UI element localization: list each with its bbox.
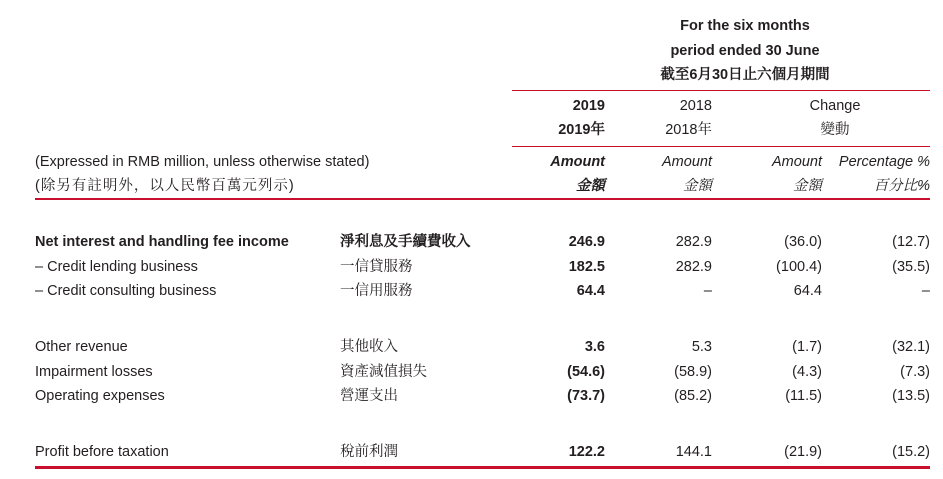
cell-2019: 122.2 xyxy=(568,444,605,460)
year-2019: 2019 xyxy=(572,98,605,114)
cell-2019: 182.5 xyxy=(568,259,605,275)
cell-change-percentage: (13.5) xyxy=(892,388,930,404)
cell-change-amount: (4.3) xyxy=(792,364,822,380)
row-label-zh: 營運支出 xyxy=(340,388,398,404)
cell-change-percentage: (32.1) xyxy=(892,339,930,355)
cell-2019: 246.9 xyxy=(568,234,605,250)
table-header-rule xyxy=(35,198,930,200)
row-label-en: Operating expenses xyxy=(35,388,165,404)
table-bottom-rule xyxy=(35,466,930,469)
cell-2019: (73.7) xyxy=(567,388,605,404)
row-label-en: – Credit consulting business xyxy=(35,283,217,299)
cell-2018: 282.9 xyxy=(675,234,712,250)
row-label-zh: 一信貸服務 xyxy=(340,259,413,275)
change-heading-zh: 變動 xyxy=(820,122,850,138)
row-label-zh: 資產減值損失 xyxy=(340,364,427,380)
row-label-en: Net interest and handling fee income xyxy=(35,234,289,250)
cell-2018: 5.3 xyxy=(691,339,712,355)
cell-change-amount: (11.5) xyxy=(785,388,822,404)
col-amount-2019: Amount xyxy=(550,154,605,170)
cell-change-percentage: (15.2) xyxy=(892,444,930,460)
col-change-amount: Amount xyxy=(772,154,822,170)
cell-2018: 282.9 xyxy=(675,259,712,275)
cell-change-amount: (1.7) xyxy=(792,339,822,355)
period-heading-line3-zh: 截至6月30日止六個月期間 xyxy=(660,67,830,83)
row-label-en: Other revenue xyxy=(35,339,128,355)
cell-2019: 3.6 xyxy=(584,339,605,355)
cell-change-amount: (100.4) xyxy=(776,259,822,275)
cell-change-amount: (21.9) xyxy=(784,444,822,460)
units-note-zh: (除另有註明外，以人民幣百萬元列示) xyxy=(35,178,295,194)
year-2019-zh: 2019年 xyxy=(558,122,605,138)
row-label-en: Impairment losses xyxy=(35,364,153,380)
cell-change-amount: 64.4 xyxy=(793,283,822,299)
col-amount-2018-zh: 金額 xyxy=(683,178,712,194)
period-heading-line1: For the six months xyxy=(680,18,810,34)
cell-2018: (58.9) xyxy=(674,364,712,380)
cell-change-percentage: (12.7) xyxy=(892,234,930,250)
row-label-zh: 其他收入 xyxy=(340,339,398,355)
cell-2018: 144.1 xyxy=(675,444,712,460)
period-heading-line2: period ended 30 June xyxy=(670,43,820,59)
units-note: (Expressed in RMB million, unless otherwise stated) xyxy=(35,154,370,170)
cell-2019: (54.6) xyxy=(567,364,605,380)
cell-change-percentage: (7.3) xyxy=(900,364,930,380)
col-change-percentage: Percentage % xyxy=(838,154,930,170)
cell-2018: – xyxy=(703,283,712,299)
row-label-zh: 稅前利潤 xyxy=(340,444,398,460)
row-label-en: Profit before taxation xyxy=(35,444,169,460)
cell-change-amount: (36.0) xyxy=(784,234,822,250)
col-change-percentage-zh: 百分比% xyxy=(873,178,930,194)
cell-2018: (85.2) xyxy=(674,388,712,404)
row-label-en: – Credit lending business xyxy=(35,259,198,275)
cell-change-percentage: (35.5) xyxy=(892,259,930,275)
cell-change-percentage: – xyxy=(921,283,930,299)
col-amount-2018: Amount xyxy=(662,154,712,170)
header-rule-top xyxy=(512,90,930,91)
year-2018-zh: 2018年 xyxy=(665,122,712,138)
year-2018: 2018 xyxy=(679,98,712,114)
row-label-zh: 一信用服務 xyxy=(340,283,413,299)
row-label-zh: 淨利息及手續費收入 xyxy=(340,234,471,250)
col-amount-2019-zh: 金額 xyxy=(576,178,605,194)
change-heading: Change xyxy=(809,98,861,114)
cell-2019: 64.4 xyxy=(576,283,605,299)
col-change-amount-zh: 金額 xyxy=(793,178,822,194)
header-rule-mid xyxy=(512,146,930,147)
